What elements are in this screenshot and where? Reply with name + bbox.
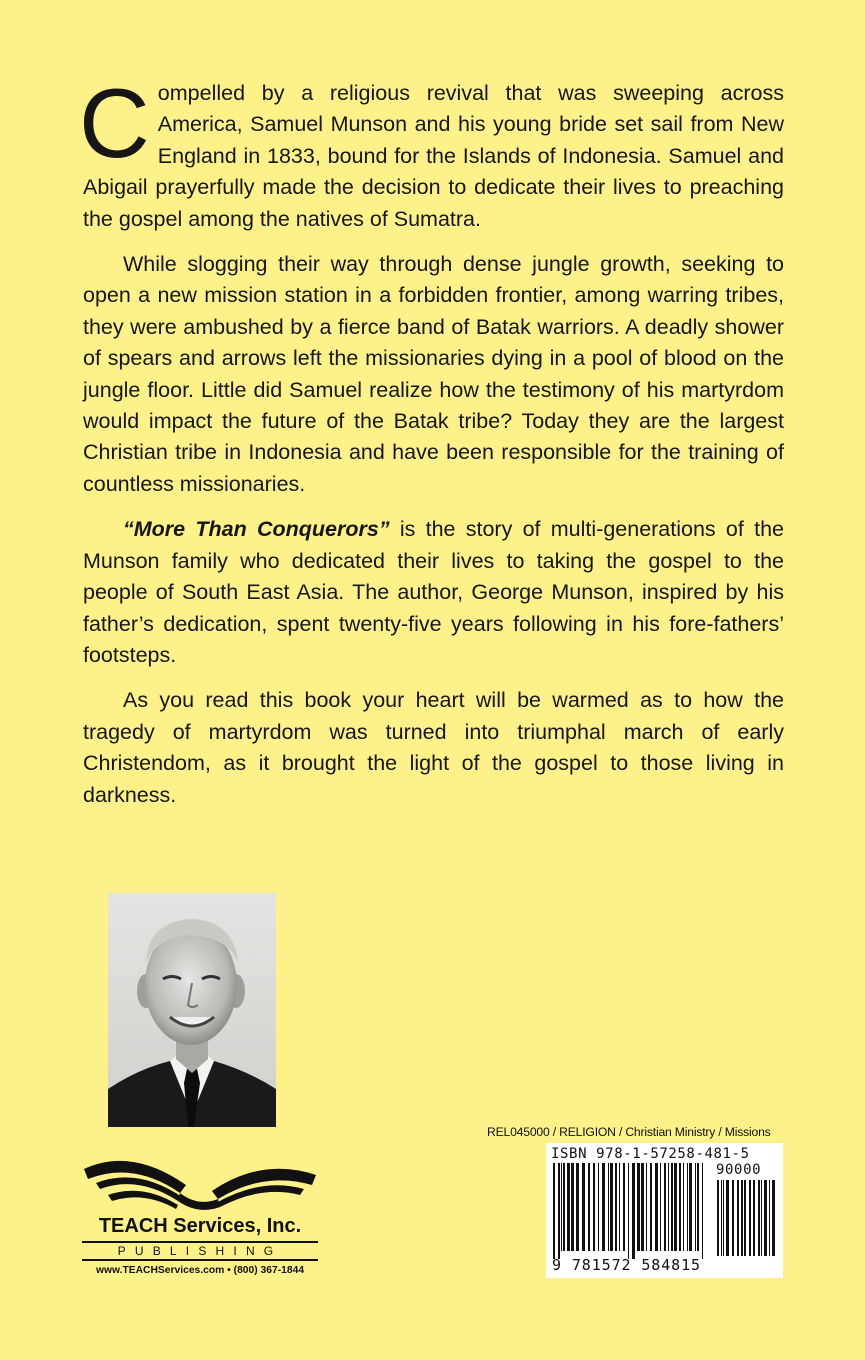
- barcode-bar: [623, 1163, 625, 1251]
- barcode-bar: [721, 1180, 722, 1256]
- isbn-barcode: [546, 1143, 783, 1278]
- publisher-block: [82, 1145, 318, 1285]
- barcode-bar: [764, 1180, 767, 1256]
- barcode-bar: [650, 1163, 652, 1251]
- barcode-bar: [769, 1180, 770, 1256]
- barcode-bar: [695, 1163, 696, 1251]
- barcode-bar: [758, 1180, 760, 1256]
- barcode-bar: [646, 1163, 647, 1251]
- publisher-subtitle: PUBLISHING: [117, 1244, 283, 1258]
- barcode-bar: [723, 1180, 724, 1256]
- barcode-bar: [567, 1163, 570, 1251]
- barcode-bar: [668, 1163, 669, 1251]
- barcode-bar: [615, 1163, 617, 1251]
- book-title: “More Than Conquerors”: [123, 517, 390, 542]
- barcode-bar: [637, 1163, 640, 1251]
- publisher-name: TEACH Services, Inc.: [98, 1215, 302, 1237]
- barcode-bar: [655, 1163, 658, 1251]
- barcode-bar: [563, 1163, 565, 1251]
- barcode-bar: [641, 1163, 644, 1251]
- barcode-bar: [717, 1180, 719, 1256]
- barcode-bar: [571, 1163, 574, 1251]
- publisher-contact: www.TEACHServices.com • (800) 367-1844: [95, 1265, 305, 1276]
- publisher-rule-bottom: [82, 1259, 318, 1261]
- barcode-bar: [674, 1163, 677, 1251]
- barcode-bar: [737, 1180, 739, 1256]
- barcode-bar: [561, 1163, 562, 1251]
- drop-cap: C: [79, 68, 150, 178]
- barcode-bar: [744, 1180, 746, 1256]
- author-photo: [108, 893, 276, 1127]
- barcode-bar: [749, 1180, 751, 1256]
- barcode-bar: [679, 1163, 681, 1251]
- barcode-bar: [726, 1180, 729, 1256]
- barcode-bar: [702, 1163, 703, 1259]
- back-cover-blurb: [79, 68, 785, 825]
- barcode-bar: [664, 1163, 666, 1251]
- blurb-paragraph-3: [83, 514, 784, 671]
- blurb-paragraph-3-text: is the story of multi-generations of the Munson family who dedicated their lives to taking the gospel to the people of South East Asia. The author, George Munson, inspired by his father’s dedication, spent twenty-five years following in his fore-fathers’ footsteps.: [83, 517, 785, 667]
- barcode-bar: [687, 1163, 688, 1251]
- barcode-bar: [619, 1163, 620, 1251]
- open-book-logo-icon: [82, 1145, 318, 1215]
- barcode-bar: [553, 1163, 555, 1259]
- barcode-bar: [598, 1163, 599, 1251]
- blurb-paragraph-1-text: ompelled by a religious revival that was sweeping across America, Samuel Munson and his young bride set sail from New England in 1833, bound for the Islands of Indonesia. Samuel and Abigail prayerfully made the decision to dedicate their lives to preaching the gospel among the natives of Sumatra.: [83, 81, 784, 231]
- barcode-bar: [741, 1180, 743, 1256]
- barcode-bar: [671, 1163, 673, 1251]
- ean-barcode-bars: [552, 1163, 708, 1259]
- barcode-bar: [772, 1180, 775, 1256]
- publisher-rule-top: [82, 1241, 318, 1243]
- blurb-paragraph-1: [79, 68, 784, 235]
- barcode-bar: [588, 1163, 590, 1251]
- barcode-bar: [582, 1163, 585, 1251]
- blurb-paragraph-2: While slogging their way through dense jungle growth, seeking to open a new mission station in a forbidden frontier, among warring tribes, they were ambushed by a fierce band of Batak warriors. A deadly shower of spears and arrows left the missionaries dying in a pool of blood on the jungle floor. Little did Samuel realize how the testimony of his martyrdom would impact the future of the Batak tribe? Today they are the largest Christian tribe in Indonesia and have been responsible for the training of countless missionaries.: [83, 252, 784, 496]
- barcode-bar: [602, 1163, 605, 1251]
- barcode-bar: [689, 1163, 692, 1251]
- isbn-text: ISBN 978-1-57258-481-5: [551, 1146, 750, 1162]
- bisac-category: REL045000 / RELIGION / Christian Ministry / Missions: [487, 1125, 771, 1139]
- ean-digits: 9 781572 584815: [552, 1256, 701, 1274]
- barcode-bar: [753, 1180, 755, 1256]
- barcode-bar: [660, 1163, 661, 1251]
- barcode-bar: [628, 1163, 629, 1259]
- barcode-bar: [558, 1163, 560, 1259]
- author-portrait-icon: [108, 893, 276, 1127]
- blurb-paragraph-4: As you read this book your heart will be warmed as to how the tragedy of martyrdom was turned into triumphal march of early Christendom, as it brought the light of the gospel to those living in darkness.: [83, 688, 784, 807]
- barcode-bar: [608, 1163, 609, 1251]
- barcode-bar: [732, 1180, 734, 1256]
- barcode-bar: [761, 1180, 762, 1256]
- barcode-bar: [593, 1163, 595, 1251]
- barcode-bar: [610, 1163, 613, 1251]
- price-code: 90000: [716, 1162, 762, 1178]
- barcode-bar: [683, 1163, 684, 1251]
- barcode-bar: [697, 1163, 699, 1251]
- barcode-bar: [632, 1163, 635, 1259]
- barcode-bar: [576, 1163, 579, 1251]
- addon-barcode-bars: [716, 1180, 776, 1256]
